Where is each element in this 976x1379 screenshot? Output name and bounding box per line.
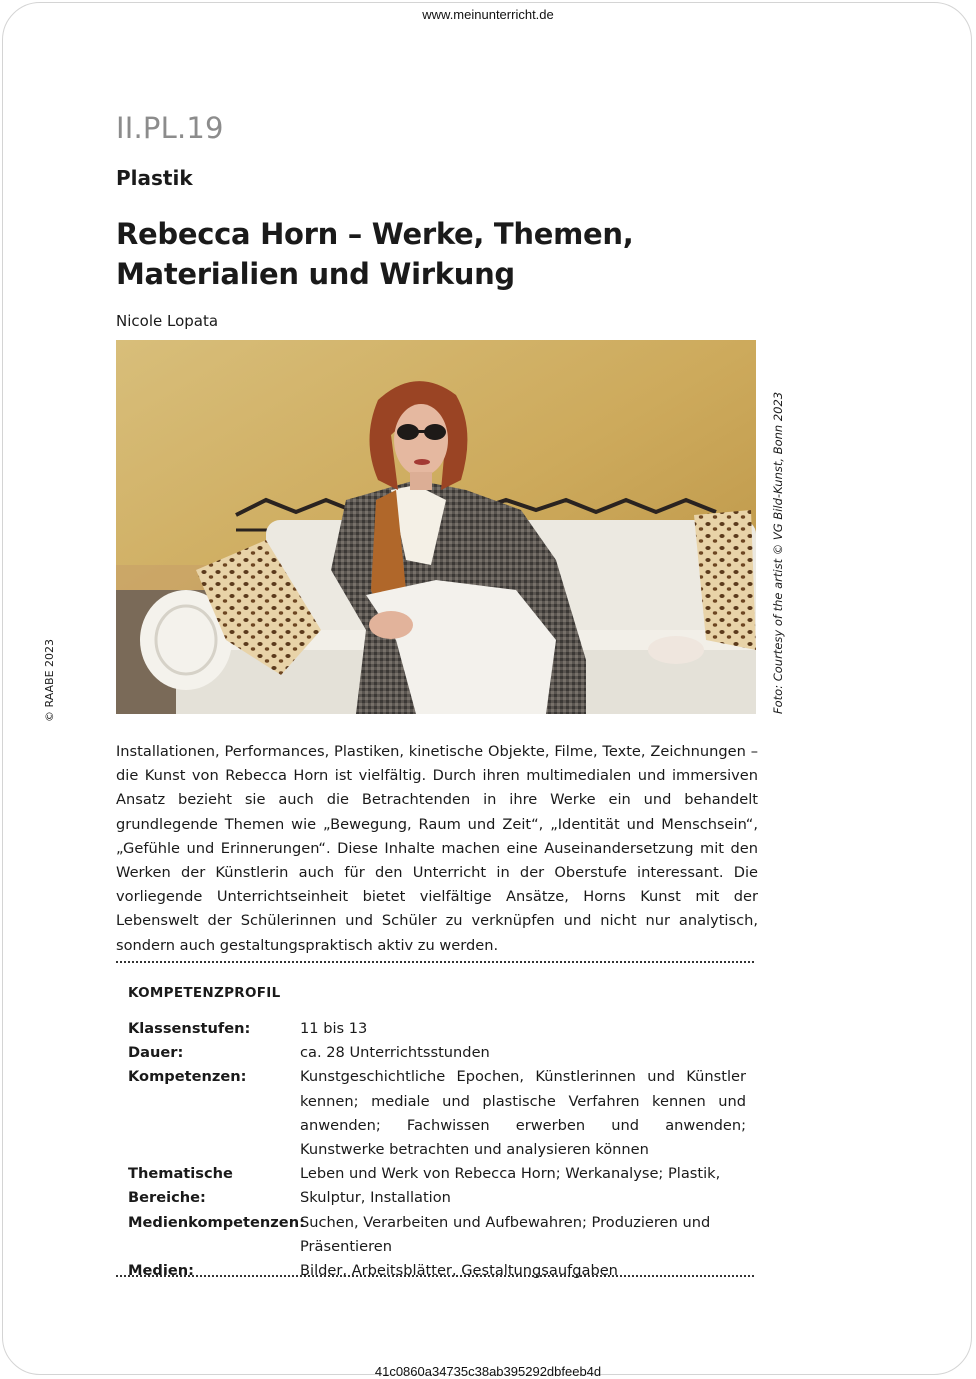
document-title: Rebecca Horn – Werke, Themen, Materialien und Wirkung [116,217,634,291]
artist-photo [116,340,756,714]
profile-label: Thematische Bereiche: [128,1165,233,1207]
document-code: II.PL.19 [116,111,224,145]
profile-heading: KOMPETENZPROFIL [128,985,281,1001]
profile-value: Suchen, Verarbeiten und Aufbewahren; Produzieren und Präsentieren [300,1213,711,1255]
profile-row-grades [128,1017,758,1041]
competence-profile [128,1017,758,1283]
profile-value: 11 bis 13 [300,1020,368,1037]
profile-row-competences [128,1065,758,1162]
copyright-notice: © RAABE 2023 [43,638,56,722]
profile-row-media [128,1259,758,1283]
profile-row-duration [128,1041,758,1065]
intro-paragraph: Installationen, Performances, Plastiken, kinetische Objekte, Filme, Texte, Zeichnungen – die Kunst von Rebecca Horn ist vielfältig. Durch ihren multimedialen und immersiven Ansatz bezieht sie auch die Betrachtenden in ihre Werke ein und behandelt grundlegende Themen wie „Bewegung, Raum und Zeit“, „Identität und Menschsein“, „Gefühle und Erinnerungen“. Diese Inhalte machen eine Auseinandersetzung mit den Werken der Künstlerin auch für den Unterricht in der Oberstufe interessant. Die vorliegende Unterrichtseinheit bietet vielfältige Ansätze, Horns Kunst mit der Lebenswelt der Schülerinnen und Schüler zu verknüpfen und nicht nur analytisch, sondern auch gestaltungspraktisch aktiv zu werden. [116,743,758,954]
profile-value: Kunstgeschichtliche Epochen, Künstlerinnen und Künstler kennen; mediale und plastische Verfahren kennen und anwenden; Fachwissen erwerben und anwenden; Kunstwerke betrachten und analysieren können [300,1068,746,1159]
profile-label: Klassenstufen: [128,1020,251,1037]
site-url[interactable]: www.meinunterricht.de [422,7,554,22]
dotted-divider-top [116,961,754,963]
profile-label: Medien: [128,1262,194,1280]
profile-value: ca. 28 Unterrichtsstunden [300,1044,490,1062]
profile-value: Leben und Werk von Rebecca Horn; Werkanalyse; Plastik, Skulptur, Installation [300,1165,721,1207]
author-name: Nicole Lopata [116,312,219,330]
profile-value: Bilder, Arbeitsblätter, Gestaltungsaufgaben [300,1262,618,1280]
document-hash: 41c0860a34735c38ab395292dbfeeb4d [374,1364,602,1379]
photo-credit: Foto: Courtesy of the artist © VG Bild-Kunst, Bonn 2023 [771,391,785,714]
profile-label: Kompetenzen: [128,1068,247,1086]
dotted-divider-bottom [116,1275,754,1277]
profile-label: Medienkompetenzen: [128,1213,305,1231]
profile-row-topics [128,1162,758,1210]
profile-label: Dauer: [128,1044,184,1062]
document-category: Plastik [116,166,193,190]
profile-row-media-competences [128,1211,758,1259]
